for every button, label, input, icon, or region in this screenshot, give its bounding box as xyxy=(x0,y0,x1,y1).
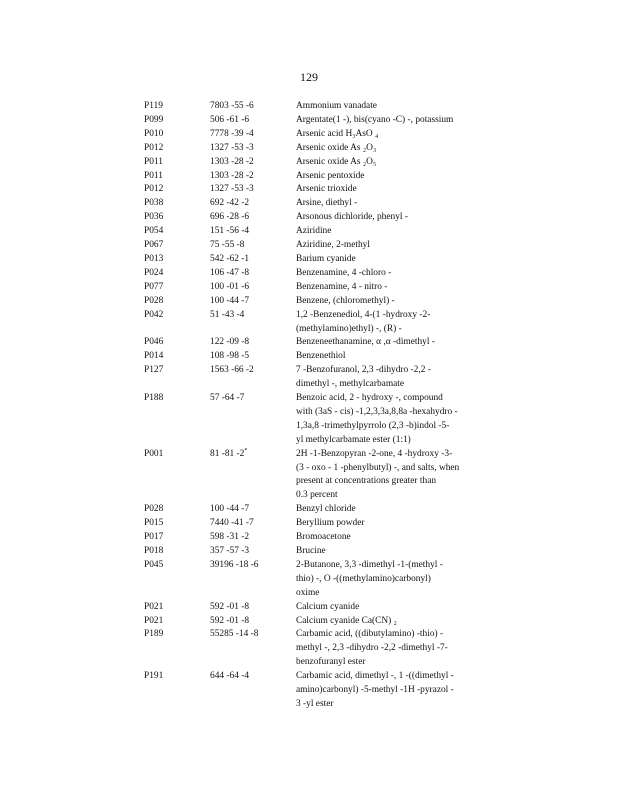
table-row xyxy=(144,197,494,211)
cas-number-text: 108 -98 -5 xyxy=(210,351,250,362)
substance-name: Bromoacetone xyxy=(296,532,351,543)
substance-name: Arsenic oxide As ₂O₃ xyxy=(296,142,377,153)
substance-name: Benzeneethanamine, α ,α -dimethyl - xyxy=(296,337,435,348)
substance-name: Ammonium vanadate xyxy=(296,101,377,111)
substance-name: Benzenethiol xyxy=(296,351,346,362)
waste-code: P188 xyxy=(144,393,164,404)
table-row xyxy=(144,350,494,364)
cas-number xyxy=(210,392,296,448)
waste-code: P189 xyxy=(144,629,164,640)
cas-number xyxy=(210,267,296,281)
cas-number xyxy=(210,183,296,197)
table-row xyxy=(144,295,494,309)
cas-number xyxy=(210,281,296,295)
cas-number xyxy=(210,559,296,601)
waste-code: P021 xyxy=(144,601,164,612)
table-row xyxy=(144,170,494,184)
waste-code: P028 xyxy=(144,295,164,306)
waste-code: P011 xyxy=(144,170,163,181)
waste-code: P001 xyxy=(144,448,164,459)
cas-number-text: 151 -56 -4 xyxy=(210,226,250,237)
cas-number-text: 57 -64 -7 xyxy=(210,393,245,404)
cas-number xyxy=(210,253,296,267)
cas-number xyxy=(210,197,296,211)
cas-number xyxy=(210,211,296,225)
table-row xyxy=(144,364,494,392)
waste-code: P067 xyxy=(144,240,164,251)
table-row xyxy=(144,253,494,267)
table-row xyxy=(144,628,494,670)
substance-name: 7 -Benzofuranol, 2,3 -dihydro -2,2 - dimethyl -, methylcarbamate xyxy=(296,365,431,390)
cas-number-text: 7778 -39 -4 xyxy=(210,128,254,139)
table-row xyxy=(144,601,494,615)
waste-code: P045 xyxy=(144,559,164,570)
cas-number-text: 75 -55 -8 xyxy=(210,240,245,251)
substance-name: Arsenic acid H₃AsO ₄ xyxy=(296,128,379,139)
waste-code: P042 xyxy=(144,309,164,320)
cas-number xyxy=(210,670,296,712)
waste-code: P010 xyxy=(144,128,164,139)
cas-number-text: 7803 -55 -6 xyxy=(210,101,254,111)
substance-name: Beryllium powder xyxy=(296,518,365,529)
cas-number xyxy=(210,239,296,253)
cas-number xyxy=(210,545,296,559)
waste-code: P014 xyxy=(144,351,164,362)
cas-number xyxy=(210,156,296,170)
substance-name: Benzene, (chloromethyl) - xyxy=(296,295,395,306)
waste-code: P011 xyxy=(144,156,163,167)
cas-number xyxy=(210,114,296,128)
substance-name: Arsenic pentoxide xyxy=(296,170,365,181)
substance-name: Aziridine, 2-methyl xyxy=(296,240,370,251)
waste-code: P024 xyxy=(144,267,164,278)
table-row xyxy=(144,517,494,531)
table-row xyxy=(144,503,494,517)
cas-number-text: 592 -01 -8 xyxy=(210,601,250,612)
table-row xyxy=(144,128,494,142)
waste-code: P013 xyxy=(144,253,164,264)
waste-code: P036 xyxy=(144,212,164,223)
cas-number xyxy=(210,128,296,142)
waste-code: P018 xyxy=(144,546,164,556)
cas-number xyxy=(210,100,296,114)
cas-number-text: 592 -01 -8 xyxy=(210,615,250,626)
table-row xyxy=(144,531,494,545)
cas-number-text: 692 -42 -2 xyxy=(210,198,250,209)
cas-number-text: 1327 -53 -3 xyxy=(210,184,254,195)
table-row xyxy=(144,392,494,448)
substance-name: Barium cyanide xyxy=(296,253,356,264)
cas-number-text: 39196 -18 -6 xyxy=(210,559,259,570)
substance-name: Carbamic acid, ((dibutylamino) -thio) - methyl -, 2,3 -dihydro -2,2 -dimethyl -7- benzofuranyl ester xyxy=(296,629,448,668)
cas-number xyxy=(210,350,296,364)
footnote-mark: * xyxy=(244,447,248,454)
table-row xyxy=(144,448,494,504)
cas-number xyxy=(210,628,296,670)
substance-name: Benzoic acid, 2 - hydroxy -, compound with (3aS - cis) -1,2,3,3a,8,8a -hexahydro - 1,3a,8 -trimethylpyrrolo (2,3 -b)indol -5- yl methylcarbamate ester (1:1) xyxy=(296,393,458,445)
waste-code: P028 xyxy=(144,504,164,515)
substance-name: Argentate(1 -), bis(cyano -C) -, potassium xyxy=(296,114,454,125)
substance-name: Benzenamine, 4 -chloro - xyxy=(296,267,392,278)
cas-number-text: 100 -01 -6 xyxy=(210,281,250,292)
waste-code: P077 xyxy=(144,281,164,292)
substance-name: Arsenic trioxide xyxy=(296,184,357,195)
cas-number xyxy=(210,531,296,545)
table-row xyxy=(144,114,494,128)
table-row xyxy=(144,670,494,712)
cas-number xyxy=(210,170,296,184)
table-row xyxy=(144,267,494,281)
substance-name: Calcium cyanide Ca(CN) ₂ xyxy=(296,615,397,626)
cas-number xyxy=(210,142,296,156)
waste-code: P012 xyxy=(144,184,164,195)
cas-number xyxy=(210,295,296,309)
waste-code: P191 xyxy=(144,671,164,682)
substance-name: Arsine, diethyl - xyxy=(296,198,358,209)
table-row xyxy=(144,309,494,337)
substance-name: Arsonous dichloride, phenyl - xyxy=(296,212,408,223)
cas-number xyxy=(210,448,296,504)
cas-number-text: 1303 -28 -2 xyxy=(210,170,254,181)
cas-number-text: 55285 -14 -8 xyxy=(210,629,259,640)
substance-name: Brucine xyxy=(296,546,326,556)
cas-number-text: 51 -43 -4 xyxy=(210,309,245,320)
waste-code: P127 xyxy=(144,365,164,376)
cas-number-text: 7440 -41 -7 xyxy=(210,518,254,529)
substance-name: 2H -1-Benzopyran -2-one, 4 -hydroxy -3- (3 - oxo - 1 -phenylbutyl) -, and salts, when present at concentrations greater than 0.3 percent xyxy=(296,448,460,501)
substance-name: Calcium cyanide xyxy=(296,601,360,612)
substance-name: Arsenic oxide As ₂O₅ xyxy=(296,156,377,167)
hazardous-waste-listing xyxy=(144,100,494,712)
table-row xyxy=(144,281,494,295)
cas-number xyxy=(210,336,296,350)
page-number: 129 xyxy=(300,70,318,84)
table-row xyxy=(144,142,494,156)
cas-number-text: 1327 -53 -3 xyxy=(210,142,254,153)
table-row xyxy=(144,615,494,629)
waste-code: P099 xyxy=(144,114,164,125)
substance-name: Benzyl chloride xyxy=(296,504,356,515)
waste-code: P054 xyxy=(144,226,164,237)
waste-code: P038 xyxy=(144,198,164,209)
cas-number-text: 106 -47 -8 xyxy=(210,267,250,278)
cas-number xyxy=(210,225,296,239)
cas-number-text: 506 -61 -6 xyxy=(210,114,250,125)
cas-number-text: 357 -57 -3 xyxy=(210,546,250,556)
cas-number-text: 122 -09 -8 xyxy=(210,337,250,348)
cas-number-text: 598 -31 -2 xyxy=(210,532,250,543)
waste-code: P017 xyxy=(144,532,164,543)
cas-number xyxy=(210,503,296,517)
waste-code: P021 xyxy=(144,615,164,626)
cas-number-text: 100 -44 -7 xyxy=(210,295,250,306)
waste-code: P012 xyxy=(144,142,164,153)
cas-number-text: 1303 -28 -2 xyxy=(210,156,254,167)
cas-number xyxy=(210,309,296,337)
substance-name: 2-Butanone, 3,3 -dimethyl -1-(methyl - thio) -, O -((methylamino)carbonyl) oxime xyxy=(296,559,443,598)
cas-number xyxy=(210,615,296,629)
table-row xyxy=(144,156,494,170)
waste-code: P046 xyxy=(144,337,164,348)
table-row xyxy=(144,183,494,197)
cas-number-text: 100 -44 -7 xyxy=(210,504,250,515)
table-row xyxy=(144,211,494,225)
cas-number xyxy=(210,517,296,531)
table-row xyxy=(144,239,494,253)
substance-name: Benzenamine, 4 - nitro - xyxy=(296,281,388,292)
cas-number-text: 81 -81 -2 xyxy=(210,448,245,459)
waste-code: P119 xyxy=(144,101,163,111)
cas-number-text: 1563 -66 -2 xyxy=(210,365,254,376)
cas-number xyxy=(210,364,296,392)
cas-number xyxy=(210,601,296,615)
table-row xyxy=(144,545,494,559)
table-row xyxy=(144,100,494,114)
waste-code: P015 xyxy=(144,518,164,529)
substance-name: 1,2 -Benzenediol, 4-(1 -hydroxy -2- (methylamino)ethyl) -, (R) - xyxy=(296,309,431,334)
table-row xyxy=(144,559,494,601)
cas-number-text: 644 -64 -4 xyxy=(210,671,250,682)
cas-number-text: 542 -62 -1 xyxy=(210,253,250,264)
substance-name: Carbamic acid, dimethyl -, 1 -((dimethyl - amino)carbonyl) -5-methyl -1H -pyrazol - 3 -yl ester xyxy=(296,671,454,709)
substance-name: Aziridine xyxy=(296,226,332,237)
cas-number-text: 696 -28 -6 xyxy=(210,212,250,223)
table-row xyxy=(144,225,494,239)
table-row xyxy=(144,336,494,350)
